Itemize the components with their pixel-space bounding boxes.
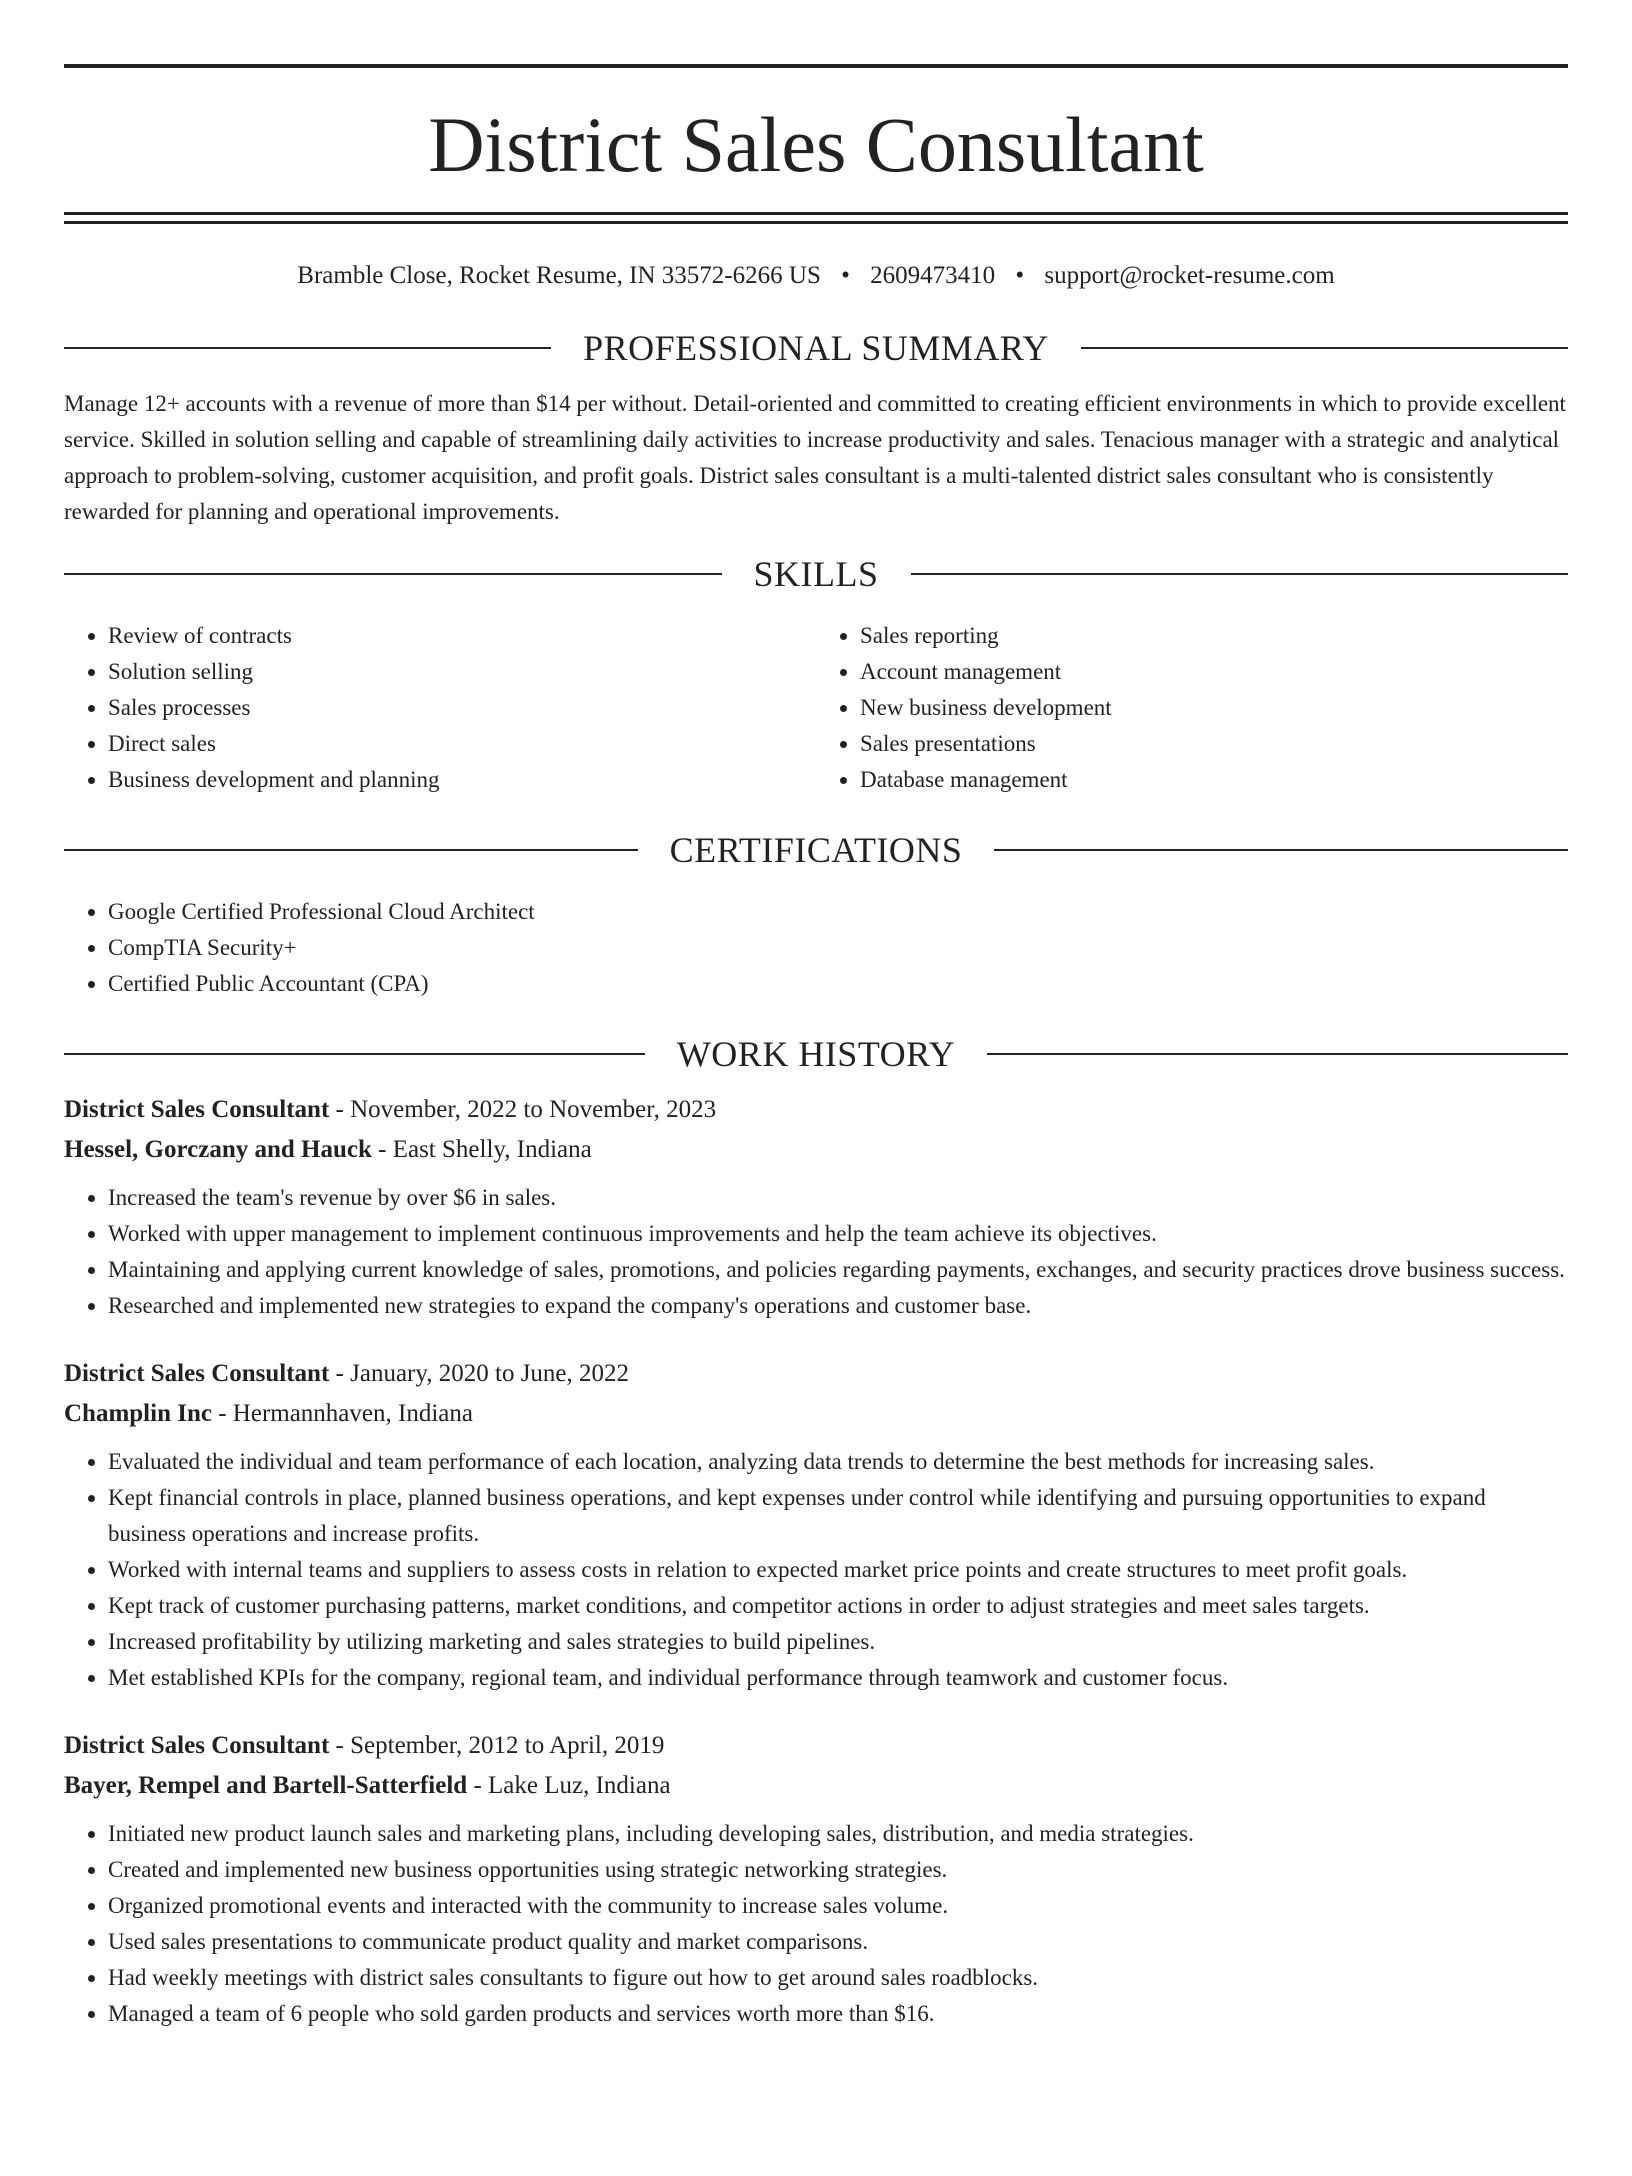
list-item: • Review of contracts	[108, 618, 816, 654]
job-entry	[64, 1726, 1568, 2032]
job-title-line	[64, 1354, 1568, 1394]
section-rule	[64, 1053, 645, 1055]
contact-email: support@rocket-resume.com	[1044, 262, 1335, 289]
list-item: • Initiated new product launch sales and marketing plans, including developing sales, distribution, and media strategies.	[108, 1816, 1568, 1852]
job-dates: - November, 2022 to November, 2023	[329, 1096, 717, 1123]
section-header-summary	[64, 326, 1568, 370]
section-rule	[987, 1053, 1568, 1055]
job-entry	[64, 1090, 1568, 1324]
skills-column-left	[64, 618, 816, 798]
top-rule	[64, 64, 1568, 68]
job-dates: - January, 2020 to June, 2022	[329, 1360, 630, 1387]
section-rule	[64, 849, 638, 851]
job-company-line	[64, 1130, 1568, 1170]
contact-separator: •	[841, 262, 850, 289]
job-bullets	[64, 1180, 1568, 1324]
job-company-line	[64, 1394, 1568, 1434]
job-company: Champlin Inc	[64, 1400, 212, 1427]
section-rule	[994, 849, 1568, 851]
job-role: District Sales Consultant	[64, 1732, 330, 1759]
list-item: • Direct sales	[108, 726, 816, 762]
list-item: • Used sales presentations to communicate product quality and market comparisons.	[108, 1924, 1568, 1960]
skills-list	[64, 618, 1568, 798]
list-item: • Met established KPIs for the company, regional team, and individual performance through teamwork and customer focus.	[108, 1660, 1568, 1696]
job-company: Hessel, Gorczany and Hauck	[64, 1136, 372, 1163]
job-company: Bayer, Rempel and Bartell-Satterfield	[64, 1772, 468, 1799]
contact-line	[64, 256, 1568, 296]
job-dates: - September, 2012 to April, 2019	[329, 1732, 665, 1759]
resume-title: District Sales Consultant	[428, 101, 1204, 188]
job-company-line	[64, 1766, 1568, 1806]
list-item: • New business development	[860, 690, 1568, 726]
list-item: • Sales reporting	[860, 618, 1568, 654]
section-rule	[64, 347, 551, 349]
job-entry	[64, 1354, 1568, 1696]
section-rule	[64, 573, 722, 575]
list-item: • Solution selling	[108, 654, 816, 690]
section-rule	[1081, 347, 1568, 349]
section-rule	[911, 573, 1569, 575]
contact-address: Bramble Close, Rocket Resume, IN 33572-6266 US	[297, 262, 821, 289]
list-item: • Certified Public Accountant (CPA)	[108, 966, 1568, 1002]
job-location: - East Shelly, Indiana	[371, 1136, 592, 1163]
job-bullets	[64, 1816, 1568, 2032]
list-item: • Sales processes	[108, 690, 816, 726]
contact-separator: •	[1015, 262, 1025, 289]
list-item: • Sales presentations	[860, 726, 1568, 762]
job-title-line	[64, 1726, 1568, 1766]
job-bullets	[64, 1444, 1568, 1696]
list-item: • Kept financial controls in place, planned business operations, and kept expenses under control while identifying and pursuing opportunities to expand business operations and increase profits.	[108, 1480, 1568, 1552]
job-role: District Sales Consultant	[64, 1096, 330, 1123]
list-item: • Organized promotional events and interacted with the community to increase sales volume.	[108, 1888, 1568, 1924]
list-item: • Increased the team's revenue by over $6 in sales.	[108, 1180, 1568, 1216]
list-item: • Evaluated the individual and team performance of each location, analyzing data trends to determine the best methods for increasing sales.	[108, 1444, 1568, 1480]
list-item: • Google Certified Professional Cloud Architect	[108, 894, 1568, 930]
list-item: • Worked with internal teams and suppliers to assess costs in relation to expected market price points and create structures to meet profit goals.	[108, 1552, 1568, 1588]
job-title-line	[64, 1090, 1568, 1130]
section-header-work-history	[64, 1032, 1568, 1076]
section-title: CERTIFICATIONS	[669, 830, 963, 870]
certifications-list	[64, 894, 1568, 1002]
list-item: • Kept track of customer purchasing patterns, market conditions, and competitor actions in order to adjust strategies and meet sales targets.	[108, 1588, 1568, 1624]
list-item: • Had weekly meetings with district sales consultants to figure out how to get around sales roadblocks.	[108, 1960, 1568, 1996]
job-role: District Sales Consultant	[64, 1360, 330, 1387]
list-item: • Created and implemented new business opportunities using strategic networking strategies.	[108, 1852, 1568, 1888]
summary-text: Manage 12+ accounts with a revenue of more than $14 per without. Detail-oriented and committed to creating efficient environments in which to provide excellent service. Skilled in solution selling and capable of streamlining daily activities to increase productivity and sales. Tenacious manager with a strategic and analytical approach to problem-solving, customer acquisition, and profit goals. District sales consultant is a multi-talented district sales consultant who is consistently rewarded for planning and operational improvements.	[64, 391, 1566, 524]
list-item: • Business development and planning	[108, 762, 816, 798]
section-title: SKILLS	[753, 554, 879, 594]
title-double-rule	[64, 212, 1568, 224]
section-title: WORK HISTORY	[676, 1034, 956, 1074]
list-item: • Database management	[860, 762, 1568, 798]
resume-page	[0, 64, 1632, 2176]
contact-phone: 2609473410	[870, 262, 996, 289]
list-item: • Worked with upper management to implement continuous improvements and help the team achieve its objectives.	[108, 1216, 1568, 1252]
skills-column-right	[816, 618, 1568, 798]
list-item: • Researched and implemented new strategies to expand the company's operations and customer base.	[108, 1288, 1568, 1324]
section-header-certifications	[64, 828, 1568, 872]
section-header-skills	[64, 552, 1568, 596]
job-location: - Lake Luz, Indiana	[467, 1772, 671, 1799]
list-item: • Managed a team of 6 people who sold garden products and services worth more than $16.	[108, 1996, 1568, 2032]
list-item: • Increased profitability by utilizing marketing and sales strategies to build pipelines.	[108, 1624, 1568, 1660]
section-title: PROFESSIONAL SUMMARY	[583, 328, 1049, 368]
list-item: • Account management	[860, 654, 1568, 690]
list-item: • Maintaining and applying current knowledge of sales, promotions, and policies regarding payments, exchanges, and security practices drove business success.	[108, 1252, 1568, 1288]
list-item: • CompTIA Security+	[108, 930, 1568, 966]
job-location: - Hermannhaven, Indiana	[211, 1400, 473, 1427]
